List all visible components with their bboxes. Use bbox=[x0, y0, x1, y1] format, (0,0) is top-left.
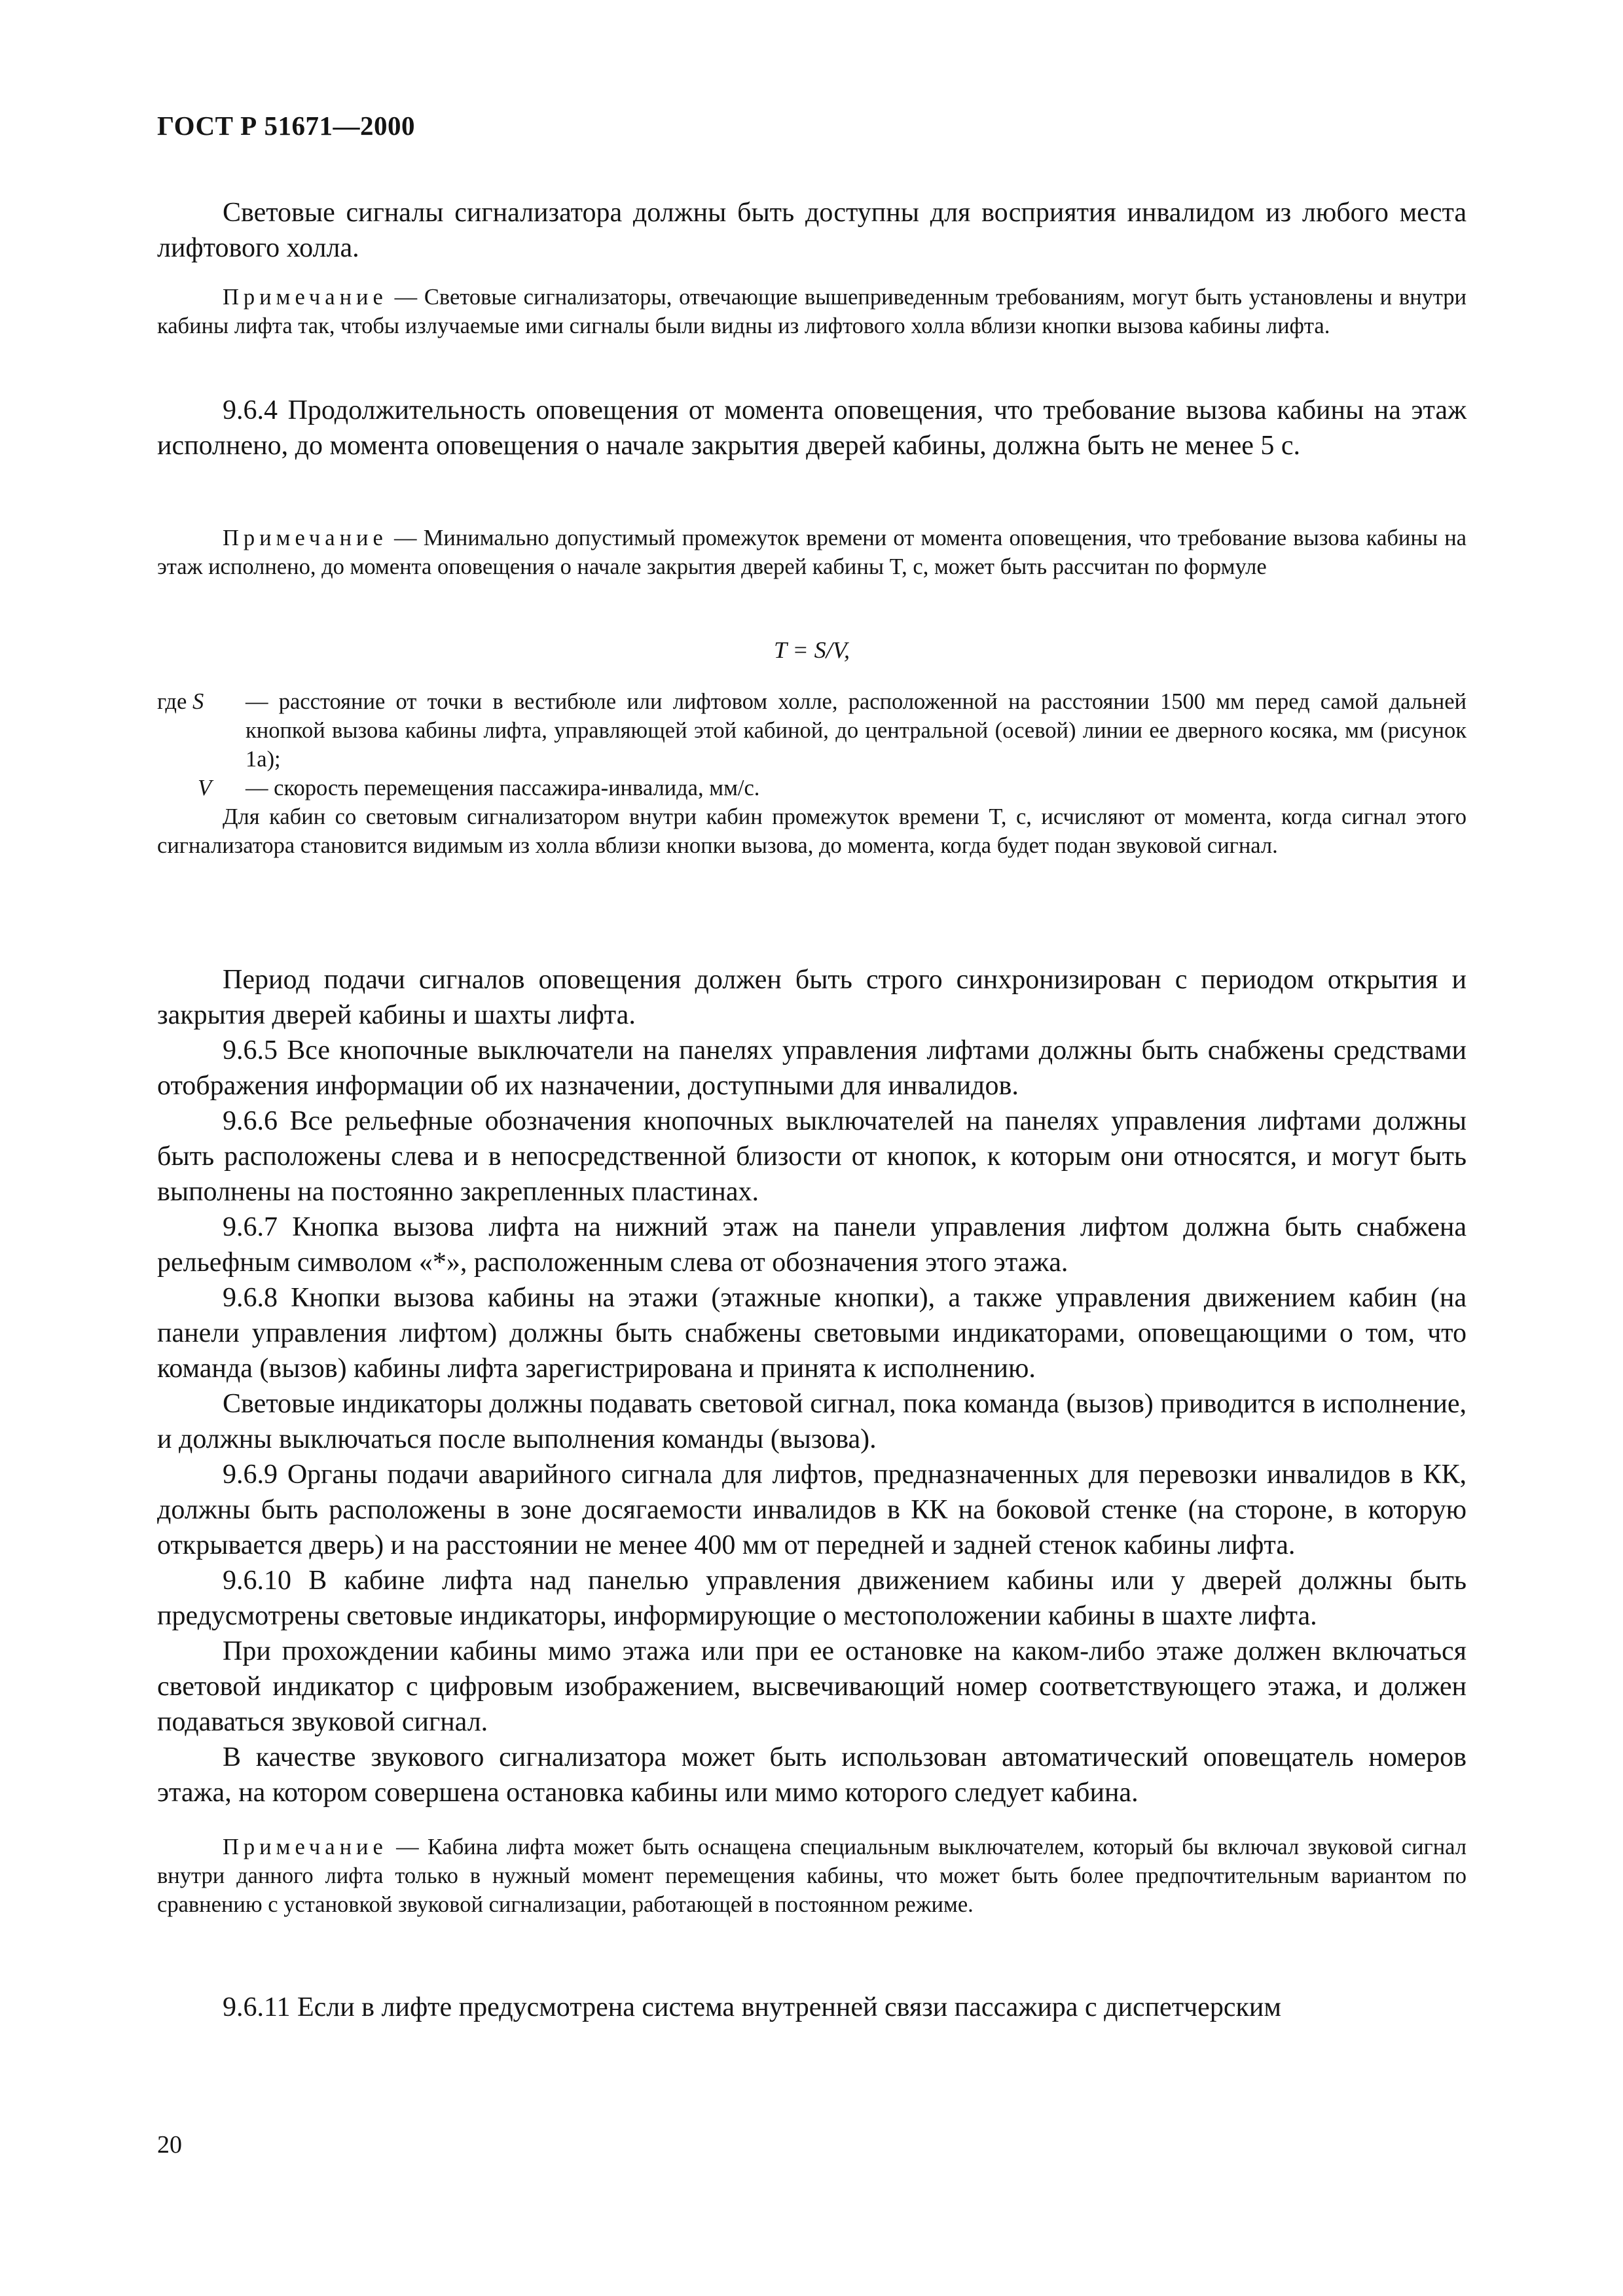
clause-9-6-4 bbox=[157, 393, 1467, 463]
note-3 bbox=[157, 1833, 1467, 1919]
note-text: — Минимально допустимый промежуток времени от момента оповещения, что требование вызова кабины на этаж исполнено, до момента оповещения о начале закрытия дверей кабины T, с, может быть рассчитан по формуле bbox=[157, 526, 1467, 579]
note-2-continuation: Для кабин со световым сигнализатором внутри кабин промежуток времени T, с, исчисляют от момента, когда сигнал этого сигнализатора становится видимым из холла вблизи кнопки вызова, до момента, когда будет подан звуковой сигнал. bbox=[157, 804, 1467, 858]
definitions bbox=[157, 687, 1467, 860]
note-text: — Кабина лифта может быть оснащена специальным выключателем, который бы включал звуковой сигнал внутри данного лифта только в нужный момент перемещения кабины, что может быть более предпочтительным вариантом по сравнению с установкой звуковой сигнализации, работающей в постоянном режиме. bbox=[157, 1835, 1467, 1917]
paragraph-9-6-10-c: В качестве звукового сигнализатора может быть использован автоматический оповещатель номеров этажа, на котором совершена остановка кабины или мимо которого следует кабина. bbox=[157, 1742, 1467, 1808]
definition-v-text: — скорость перемещения пассажира-инвалида, мм/с. bbox=[246, 776, 760, 800]
paragraph-9-6-8-cont: Световые индикаторы должны подавать световой сигнал, пока команда (вызов) приводится в исполнение, и должны выключаться после выполнения команды (вызова). bbox=[157, 1389, 1467, 1454]
formula-block bbox=[157, 636, 1467, 664]
definition-s-text: — расстояние от точки в вестибюле или лифтовом холле, расположенной на расстоянии 1500 мм перед самой дальней кнопкой вызова кабины лифта, управляющей этой кабиной, до центральной (осевой) линии ее дверного косяка, мм (рисунок 1а); bbox=[246, 689, 1467, 772]
note-text: — Световые сигнализаторы, отвечающие вышеприведенным требованиям, могут быть установлены и внутри кабины лифта так, чтобы излучаемые ими сигналы были видны из лифтового холла вблизи кнопки вызова кабины лифта. bbox=[157, 285, 1467, 338]
note-label: Примечание bbox=[223, 526, 388, 550]
page-number: 20 bbox=[157, 2131, 182, 2159]
paragraph-light-signals: Световые сигналы сигнализатора должны быть доступны для восприятия инвалидом из любого места лифтового холла. bbox=[157, 198, 1467, 263]
paragraph-9-6-11: 9.6.11 Если в лифте предусмотрена система внутренней связи пассажира с диспетчерским bbox=[223, 1992, 1281, 2022]
paragraph-9-6-6: 9.6.6 Все рельефные обозначения кнопочных выключателей на панелях управления лифтами должны быть расположены слева и в непосредственной близости от кнопок, к которым они относятся, и могут быть выполнены на постоянно закрепленных пластинах. bbox=[157, 1106, 1467, 1207]
paragraph-9-6-10-b: При прохождении кабины мимо этажа или при ее остановке на каком-либо этаже должен включаться световой индикатор с цифровым изображением, высвечивающий номер соответствующего этажа, и должен подаваться звуковой сигнал. bbox=[157, 1636, 1467, 1737]
paragraph-9-6-8: 9.6.8 Кнопки вызова кабины на этажи (этажные кнопки), а также управления движением кабин (на панели управления лифтом) должны быть снабжены световыми индикаторами, оповещающими о том, что команда (вызов) кабины лифта зарегистрирована и принята к исполнению. bbox=[157, 1283, 1467, 1384]
document-header: ГОСТ Р 51671—2000 bbox=[157, 111, 415, 141]
paragraph-9-6-5: 9.6.5 Все кнопочные выключатели на панелях управления лифтами должны быть снабжены средствами отображения информации об их назначении, доступными для инвалидов. bbox=[157, 1035, 1467, 1101]
paragraph-9-6-4: 9.6.4 Продолжительность оповещения от момента оповещения, что требование вызова кабины на этаж исполнено, до момента оповещения о начале закрытия дверей кабины, должна быть не менее 5 с. bbox=[157, 395, 1467, 461]
note-2 bbox=[157, 524, 1467, 581]
clause-9-6-11 bbox=[157, 1990, 1467, 2025]
paragraph-period: Период подачи сигналов оповещения должен быть строго синхронизирован с периодом открытия и закрытия дверей кабины и шахты лифта. bbox=[157, 965, 1467, 1030]
note-label: Примечание bbox=[223, 285, 388, 310]
paragraph-9-6-7: 9.6.7 Кнопка вызова лифта на нижний этаж на панели управления лифтом должна быть снабжена рельефным символом «*», расположенным слева от обозначения этого этажа. bbox=[157, 1212, 1467, 1278]
formula: T = S/V, bbox=[773, 637, 850, 663]
note-1 bbox=[157, 283, 1467, 340]
definition-v bbox=[157, 774, 1467, 802]
symbol-v: V bbox=[198, 776, 212, 800]
section-text-top bbox=[157, 195, 1467, 266]
definition-s: где S — расстояние от точки в вестибюле или лифтовом холле, расположенной на расстоянии 1500 мм перед самой дальней кнопкой вызова кабины лифта, управляющей этой кабиной, до центральной (осевой) линии ее дверного косяка, мм (рисунок 1а); bbox=[157, 689, 1467, 772]
symbol-s: S bbox=[192, 689, 204, 714]
paragraph-9-6-9: 9.6.9 Органы подачи аварийного сигнала для лифтов, предназначенных для перевозки инвалидов в КК, должны быть расположены в зоне досягаемости инвалидов в КК на боковой стенке (на стороне, в которую открывается дверь) и на расстоянии не менее 400 мм от передней и задней стенок кабины лифта. bbox=[157, 1460, 1467, 1560]
note-label: Примечание bbox=[223, 1835, 388, 1859]
main-clauses bbox=[157, 962, 1467, 1810]
paragraph-9-6-10: 9.6.10 В кабине лифта над панелью управления движением кабины или у дверей должны быть предусмотрены световые индикаторы, информирующие о местоположении кабины в шахте лифта. bbox=[157, 1566, 1467, 1631]
